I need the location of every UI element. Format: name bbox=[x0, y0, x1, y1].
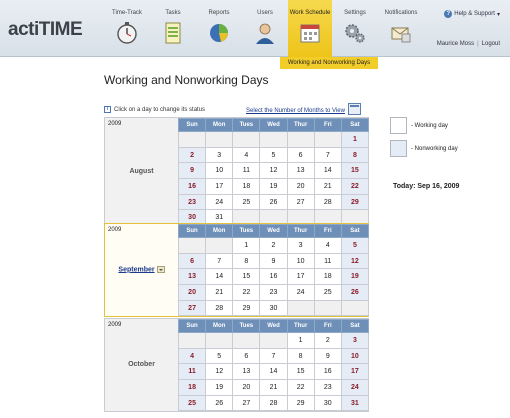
day-cell[interactable]: 28 bbox=[260, 395, 287, 411]
day-cell[interactable]: 5 bbox=[341, 238, 368, 254]
day-cell[interactable]: 15 bbox=[341, 163, 368, 179]
day-cell[interactable]: 21 bbox=[206, 285, 233, 301]
day-cell[interactable]: 16 bbox=[179, 179, 206, 195]
day-cell[interactable]: 27 bbox=[287, 194, 314, 210]
nav-users-label: Users bbox=[257, 10, 273, 16]
nav-notifications-label: Notifications bbox=[384, 10, 418, 16]
weekday-header: Thur bbox=[287, 320, 314, 333]
day-cell[interactable]: 1 bbox=[287, 333, 314, 349]
day-cell[interactable]: 24 bbox=[287, 285, 314, 301]
day-cell[interactable]: 18 bbox=[179, 380, 206, 396]
day-cell[interactable]: 24 bbox=[206, 194, 233, 210]
day-cell[interactable]: 19 bbox=[341, 269, 368, 285]
day-cell[interactable]: 14 bbox=[206, 269, 233, 285]
week-row bbox=[179, 179, 369, 195]
day-cell[interactable]: 22 bbox=[287, 380, 314, 396]
weekday-header: Wed bbox=[260, 119, 287, 132]
empty-day-cell bbox=[341, 300, 368, 316]
week-row bbox=[179, 348, 369, 364]
empty-day-cell bbox=[206, 132, 233, 148]
pie-chart-icon bbox=[207, 21, 231, 45]
day-cell[interactable]: 29 bbox=[233, 300, 260, 316]
help-support-menu[interactable] bbox=[444, 10, 500, 18]
day-cell[interactable]: 13 bbox=[179, 269, 206, 285]
day-cell[interactable]: 23 bbox=[314, 380, 341, 396]
month-name-text: September bbox=[118, 266, 155, 274]
nav-work-schedule-label: Work Schedule bbox=[289, 10, 331, 16]
day-cell[interactable]: 9 bbox=[314, 348, 341, 364]
month-side-panel bbox=[105, 319, 178, 411]
day-cell[interactable]: 28 bbox=[206, 300, 233, 316]
day-cell[interactable]: 27 bbox=[179, 300, 206, 316]
day-cell[interactable]: 13 bbox=[287, 163, 314, 179]
empty-day-cell bbox=[314, 300, 341, 316]
nonworking-day-label: - Nonworking day bbox=[411, 145, 458, 152]
weekday-header: Fri bbox=[314, 225, 341, 238]
week-row bbox=[179, 395, 369, 411]
week-row bbox=[179, 380, 369, 396]
day-cell[interactable]: 5 bbox=[206, 348, 233, 364]
day-cell[interactable]: 24 bbox=[341, 380, 368, 396]
day-cell[interactable]: 6 bbox=[233, 348, 260, 364]
user-area bbox=[437, 41, 500, 47]
empty-day-cell bbox=[260, 333, 287, 349]
day-cell[interactable]: 12 bbox=[341, 253, 368, 269]
legend-nonworking bbox=[390, 140, 458, 157]
day-cell[interactable]: 9 bbox=[179, 163, 206, 179]
select-months-label: Select the Number of Months to View bbox=[246, 107, 345, 114]
weekday-header-row bbox=[179, 225, 369, 238]
day-cell[interactable]: 21 bbox=[314, 179, 341, 195]
day-cell[interactable]: 30 bbox=[260, 300, 287, 316]
weekday-header: Thur bbox=[287, 225, 314, 238]
day-cell[interactable]: 3 bbox=[341, 333, 368, 349]
legend-working bbox=[390, 117, 448, 134]
user-icon bbox=[253, 21, 277, 45]
working-day-label: - Working day bbox=[411, 122, 448, 129]
select-months-link[interactable] bbox=[246, 106, 361, 115]
help-support-label: Help & Support bbox=[454, 11, 495, 17]
month-name-text: August bbox=[129, 167, 154, 175]
month-calendar-0 bbox=[104, 117, 369, 226]
day-cell[interactable]: 15 bbox=[287, 364, 314, 380]
click-hint-text: Click on a day to change its status bbox=[114, 106, 206, 113]
click-hint bbox=[104, 106, 205, 113]
weekday-header-row bbox=[179, 320, 369, 333]
month-name bbox=[105, 168, 178, 175]
week-row bbox=[179, 269, 369, 285]
day-cell[interactable]: 23 bbox=[260, 285, 287, 301]
day-cell[interactable]: 14 bbox=[260, 364, 287, 380]
nav-settings[interactable] bbox=[332, 0, 378, 57]
day-cell[interactable]: 5 bbox=[260, 147, 287, 163]
day-cell[interactable]: 11 bbox=[179, 364, 206, 380]
weekday-header: Tues bbox=[233, 320, 260, 333]
day-cell[interactable]: 7 bbox=[206, 253, 233, 269]
day-cell[interactable]: 10 bbox=[341, 348, 368, 364]
week-row bbox=[179, 147, 369, 163]
day-cell[interactable]: 2 bbox=[260, 238, 287, 254]
day-cell[interactable]: 15 bbox=[233, 269, 260, 285]
weekday-header: Tues bbox=[233, 225, 260, 238]
nav-tasks-label: Tasks bbox=[165, 10, 181, 16]
chevron-down-icon: ▾ bbox=[496, 11, 500, 18]
empty-day-cell bbox=[206, 238, 233, 254]
day-cell[interactable]: 29 bbox=[341, 194, 368, 210]
month-side-panel bbox=[105, 224, 178, 316]
day-cell[interactable]: 10 bbox=[287, 253, 314, 269]
day-cell[interactable]: 20 bbox=[179, 285, 206, 301]
weekday-header: Sun bbox=[179, 320, 206, 333]
week-row bbox=[179, 285, 369, 301]
empty-day-cell bbox=[260, 132, 287, 148]
weekday-header: Mon bbox=[206, 225, 233, 238]
week-row bbox=[179, 364, 369, 380]
day-cell[interactable]: 31 bbox=[206, 210, 233, 226]
active-tab-caption: Working and Nonworking Days bbox=[280, 57, 378, 69]
day-cell[interactable]: 10 bbox=[206, 163, 233, 179]
day-cell[interactable]: 4 bbox=[233, 147, 260, 163]
weekday-header: Sat bbox=[341, 320, 368, 333]
day-cell[interactable]: 2 bbox=[314, 333, 341, 349]
month-name bbox=[105, 361, 178, 368]
nav-time-track-label: Time-Track bbox=[112, 10, 142, 16]
day-cell[interactable]: 6 bbox=[179, 253, 206, 269]
month-year: 2009 bbox=[108, 322, 122, 328]
nav-reports[interactable] bbox=[196, 0, 242, 57]
day-cell[interactable]: 4 bbox=[179, 348, 206, 364]
nonworking-day-swatch bbox=[390, 140, 407, 157]
actitime-logo[interactable]: actiTIME bbox=[8, 19, 83, 40]
month-name-text: October bbox=[128, 360, 155, 368]
day-cell[interactable]: 1 bbox=[233, 238, 260, 254]
user-separator: | bbox=[477, 41, 479, 47]
month-calendar-1 bbox=[104, 223, 369, 317]
week-row bbox=[179, 333, 369, 349]
weekday-header: Tues bbox=[233, 119, 260, 132]
day-cell[interactable]: 16 bbox=[260, 269, 287, 285]
logout-link[interactable]: Logout bbox=[481, 41, 500, 47]
empty-day-cell bbox=[206, 333, 233, 349]
empty-day-cell bbox=[287, 132, 314, 148]
day-cell[interactable]: 19 bbox=[206, 380, 233, 396]
page-title: Working and Nonworking Days bbox=[104, 73, 269, 87]
calendar-settings-icon[interactable] bbox=[348, 103, 361, 115]
month-side-panel bbox=[105, 118, 178, 225]
month-name[interactable] bbox=[105, 266, 178, 273]
week-row bbox=[179, 194, 369, 210]
nav-users[interactable] bbox=[242, 0, 288, 57]
calendar-grid bbox=[178, 319, 369, 411]
day-cell[interactable]: 7 bbox=[314, 147, 341, 163]
day-cell[interactable]: 11 bbox=[233, 163, 260, 179]
nav-reports-label: Reports bbox=[208, 10, 230, 16]
day-cell[interactable]: 3 bbox=[206, 147, 233, 163]
envelope-icon bbox=[389, 21, 413, 45]
day-cell[interactable]: 6 bbox=[287, 147, 314, 163]
working-day-swatch bbox=[390, 117, 407, 134]
empty-day-cell bbox=[179, 132, 206, 148]
day-cell[interactable]: 26 bbox=[260, 194, 287, 210]
gears-icon bbox=[343, 21, 367, 45]
day-cell[interactable]: 23 bbox=[179, 194, 206, 210]
task-list-icon bbox=[161, 21, 185, 45]
day-cell[interactable]: 31 bbox=[341, 395, 368, 411]
weekday-header: Wed bbox=[260, 225, 287, 238]
day-cell[interactable]: 25 bbox=[179, 395, 206, 411]
day-cell[interactable]: 12 bbox=[206, 364, 233, 380]
main-nav bbox=[104, 0, 424, 57]
day-cell[interactable]: 19 bbox=[260, 179, 287, 195]
day-cell[interactable]: 2 bbox=[179, 147, 206, 163]
day-cell[interactable]: 29 bbox=[287, 395, 314, 411]
weekday-header: Mon bbox=[206, 119, 233, 132]
day-cell[interactable]: 25 bbox=[314, 285, 341, 301]
week-row bbox=[179, 253, 369, 269]
weekday-header: Thur bbox=[287, 119, 314, 132]
day-cell[interactable]: 4 bbox=[314, 238, 341, 254]
month-year: 2009 bbox=[108, 121, 122, 127]
day-cell[interactable]: 26 bbox=[206, 395, 233, 411]
day-cell[interactable]: 9 bbox=[260, 253, 287, 269]
day-cell[interactable]: 14 bbox=[314, 163, 341, 179]
week-row bbox=[179, 300, 369, 316]
day-cell[interactable]: 30 bbox=[314, 395, 341, 411]
weekday-header: Sat bbox=[341, 119, 368, 132]
stopwatch-icon bbox=[115, 21, 139, 45]
month-dropdown-icon[interactable] bbox=[157, 266, 165, 273]
day-cell[interactable]: 16 bbox=[314, 364, 341, 380]
empty-day-cell bbox=[314, 132, 341, 148]
month-calendar-2 bbox=[104, 318, 369, 412]
day-cell[interactable]: 12 bbox=[260, 163, 287, 179]
day-cell[interactable]: 13 bbox=[233, 364, 260, 380]
day-cell[interactable]: 17 bbox=[341, 364, 368, 380]
weekday-header: Sat bbox=[341, 225, 368, 238]
day-cell[interactable]: 28 bbox=[314, 194, 341, 210]
today-label: Today: Sep 16, 2009 bbox=[393, 183, 460, 190]
day-cell[interactable]: 22 bbox=[233, 285, 260, 301]
weekday-header: Fri bbox=[314, 320, 341, 333]
calendar-grid bbox=[178, 118, 369, 226]
day-cell[interactable]: 20 bbox=[233, 380, 260, 396]
empty-day-cell bbox=[179, 238, 206, 254]
weekday-header: Sun bbox=[179, 225, 206, 238]
info-icon: i bbox=[104, 106, 111, 113]
app-header bbox=[0, 0, 510, 57]
day-cell[interactable]: 7 bbox=[260, 348, 287, 364]
day-cell[interactable]: 30 bbox=[179, 210, 206, 226]
day-cell[interactable]: 22 bbox=[341, 179, 368, 195]
nav-notifications[interactable] bbox=[378, 0, 424, 57]
day-cell[interactable]: 25 bbox=[233, 194, 260, 210]
month-year: 2009 bbox=[108, 227, 122, 233]
empty-day-cell bbox=[179, 333, 206, 349]
day-cell[interactable]: 18 bbox=[233, 179, 260, 195]
week-row bbox=[179, 132, 369, 148]
nav-work-schedule[interactable] bbox=[288, 0, 332, 57]
day-cell[interactable]: 21 bbox=[260, 380, 287, 396]
day-cell[interactable]: 8 bbox=[233, 253, 260, 269]
calendar-icon bbox=[298, 21, 322, 45]
day-cell[interactable]: 8 bbox=[287, 348, 314, 364]
day-cell[interactable]: 11 bbox=[314, 253, 341, 269]
day-cell[interactable]: 8 bbox=[341, 147, 368, 163]
weekday-header-row bbox=[179, 119, 369, 132]
empty-day-cell bbox=[233, 333, 260, 349]
nav-settings-label: Settings bbox=[344, 10, 366, 16]
day-cell[interactable]: 1 bbox=[341, 132, 368, 148]
week-row bbox=[179, 238, 369, 254]
user-name-link[interactable]: Maurice Moss bbox=[436, 41, 475, 47]
weekday-header: Sun bbox=[179, 119, 206, 132]
day-cell[interactable]: 27 bbox=[233, 395, 260, 411]
help-icon: ? bbox=[444, 10, 452, 18]
day-cell[interactable]: 18 bbox=[314, 269, 341, 285]
day-cell[interactable]: 17 bbox=[206, 179, 233, 195]
empty-day-cell bbox=[287, 300, 314, 316]
weekday-header: Mon bbox=[206, 320, 233, 333]
day-cell[interactable]: 17 bbox=[287, 269, 314, 285]
empty-day-cell bbox=[233, 132, 260, 148]
day-cell[interactable]: 20 bbox=[287, 179, 314, 195]
calendar-grid bbox=[178, 224, 369, 316]
day-cell[interactable]: 26 bbox=[341, 285, 368, 301]
nav-tasks[interactable] bbox=[150, 0, 196, 57]
weekday-header: Wed bbox=[260, 320, 287, 333]
nav-time-track[interactable] bbox=[104, 0, 150, 57]
week-row bbox=[179, 163, 369, 179]
weekday-header: Fri bbox=[314, 119, 341, 132]
day-cell[interactable]: 3 bbox=[287, 238, 314, 254]
